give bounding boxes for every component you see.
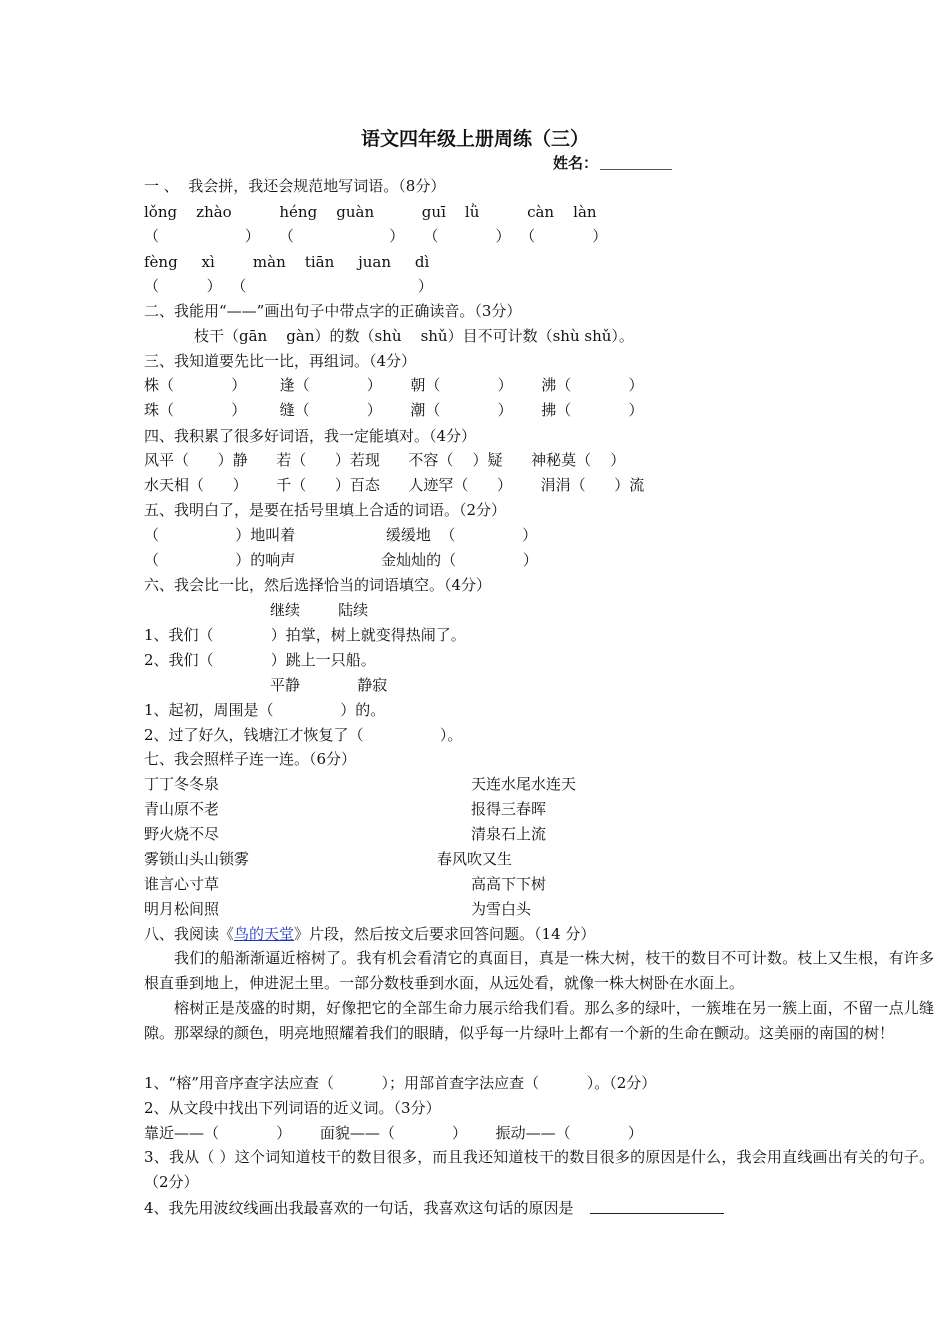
q4-row1[interactable]: 风平（ ）静 若（ ）若现 不容（ ）疑 神秘莫（ ） — [144, 451, 626, 469]
match-right-item[interactable]: 春风吹又生 — [437, 850, 513, 868]
q1-brackets-row1[interactable]: （ ） （ ） （ ） （ ） — [144, 227, 608, 245]
q6-words1: 继续 陆续 — [270, 601, 369, 619]
q6-sentence4[interactable]: 2、过了好久，钱塘江才恢复了（ ）。 — [144, 726, 463, 744]
q6-heading: 六、我会比一比，然后选择恰当的词语填空。（4分） — [144, 576, 492, 594]
q5-heading: 五、我明白了，是要在括号里填上合适的词语。（2分） — [144, 501, 507, 519]
match-right-item[interactable]: 清泉石上流 — [471, 825, 547, 843]
match-right-item[interactable]: 报得三春晖 — [471, 800, 547, 818]
q3-row2[interactable]: 珠（ ） 缝（ ） 潮（ ） 拂（ ） — [144, 401, 644, 419]
reading-paragraph-2: 榕树正是茂盛的时期，好像把它的全部生命力展示给我们看。那么多的绿叶，一簇堆在另一簇上面，不留一点儿缝隙。那翠绿的颜色，明亮地照耀着我们的眼睛，似乎每一片绿叶上都有一个新的生命在颤动。这美丽的南国的树！ — [144, 999, 934, 1042]
q5-row1[interactable]: （ ）地叫着 缓缓地 （ ） — [144, 526, 538, 544]
q1-pinyin-row2: fèng xì màn tiān juan dì — [144, 253, 430, 271]
q6-words2: 平静 静寂 — [270, 676, 388, 694]
q3-heading: 三、我知道要先比一比，再组词。（4分） — [144, 352, 417, 370]
name-blank[interactable] — [600, 155, 672, 170]
q8-question-2: 2、从文段中找出下列词语的近义词。（3分） — [144, 1099, 441, 1117]
q6-sentence3[interactable]: 1、起初，周围是（ ）的。 — [144, 701, 386, 719]
reading-paragraph-1: 我们的船渐渐逼近榕树了。我有机会看清它的真面目，真是一株大树，枝干的数目不可计数。枝上又生根，有许多根直垂到地上，伸进泥土里。一部分数枝垂到水面，从远处看，就像一株大树卧在水面上。 — [144, 949, 934, 992]
q8-question-4[interactable] — [144, 1198, 724, 1218]
match-left-item[interactable]: 青山原不老 — [144, 800, 220, 818]
match-left-item[interactable]: 丁丁冬冬泉 — [144, 775, 220, 793]
q1-pinyin-row1: lǒng zhào héng guàn guī lǜ càn làn — [144, 203, 597, 221]
match-right-item[interactable]: 为雪白头 — [471, 900, 532, 918]
q3-row1[interactable]: 株（ ） 逢（ ） 朝（ ） 沸（ ） — [144, 376, 644, 394]
q8-question-3[interactable]: 3、我从（ ）这个词知道枝干的数目很多，而且我还知道枝干的数目很多的原因是什么，我会用直线画出有关的句子。（2分） — [144, 1148, 934, 1191]
q6-sentence1[interactable]: 1、我们（ ）拍掌，树上就变得热闹了。 — [144, 626, 466, 644]
q8-heading — [144, 924, 595, 944]
q4-heading: 四、我积累了很多好词语，我一定能填对。（4分） — [144, 427, 477, 445]
match-right-item[interactable]: 天连水尾水连天 — [471, 775, 577, 793]
match-left-item[interactable]: 谁言心寸草 — [144, 875, 220, 893]
q2-sentence: 枝干（gān gàn）的数（shù shǔ）目不可计数（shù shǔ）。 — [194, 327, 634, 345]
q5-row2[interactable]: （ ）的响声 金灿灿的（ ） — [144, 551, 538, 569]
answer-blank[interactable] — [590, 1201, 724, 1214]
q8-question-1[interactable]: 1、“榕”用音序查字法应查（ ）；用部首查字法应查（ ）。（2分） — [144, 1074, 657, 1092]
name-field[interactable] — [553, 152, 672, 173]
q1-brackets-row2[interactable]: （ ） （ ） — [144, 277, 433, 295]
worksheet-title: 语文四年级上册周练（三） — [360, 128, 589, 150]
q8-question-4-text: 4、我先用波纹线画出我最喜欢的一句话，我喜欢这句话的原因是 — [144, 1199, 574, 1217]
q4-row2[interactable]: 水天相（ ） 千（ ）百态 人迹罕（ ） 涓涓（ ）流 — [144, 476, 645, 494]
reading-title-link[interactable]: 鸟的天堂 — [234, 925, 295, 943]
match-left-item[interactable]: 雾锁山头山锁雾 — [144, 850, 250, 868]
match-left-item[interactable]: 野火烧不尽 — [144, 825, 220, 843]
name-label: 姓名： — [553, 154, 599, 172]
q6-sentence2[interactable]: 2、我们（ ）跳上一只船。 — [144, 651, 376, 669]
q2-heading: 二、我能用“——”画出句子中带点字的正确读音。（3分） — [144, 302, 522, 320]
q8-heading-pre: 八、我阅读《 — [144, 925, 235, 943]
match-left-item[interactable]: 明月松间照 — [144, 900, 220, 918]
match-right-item[interactable]: 高高下下树 — [471, 875, 547, 893]
q8-question-2-row[interactable]: 靠近——（ ） 面貌——（ ） 振动——（ ） — [144, 1124, 643, 1142]
q8-heading-post: 》片段，然后按文后要求回答问题。（14 分） — [294, 925, 596, 943]
q1-heading: 一 、 我会拼，我还会规范地写词语。（8分） — [144, 177, 446, 195]
q7-heading: 七、我会照样子连一连。（6分） — [144, 750, 357, 768]
